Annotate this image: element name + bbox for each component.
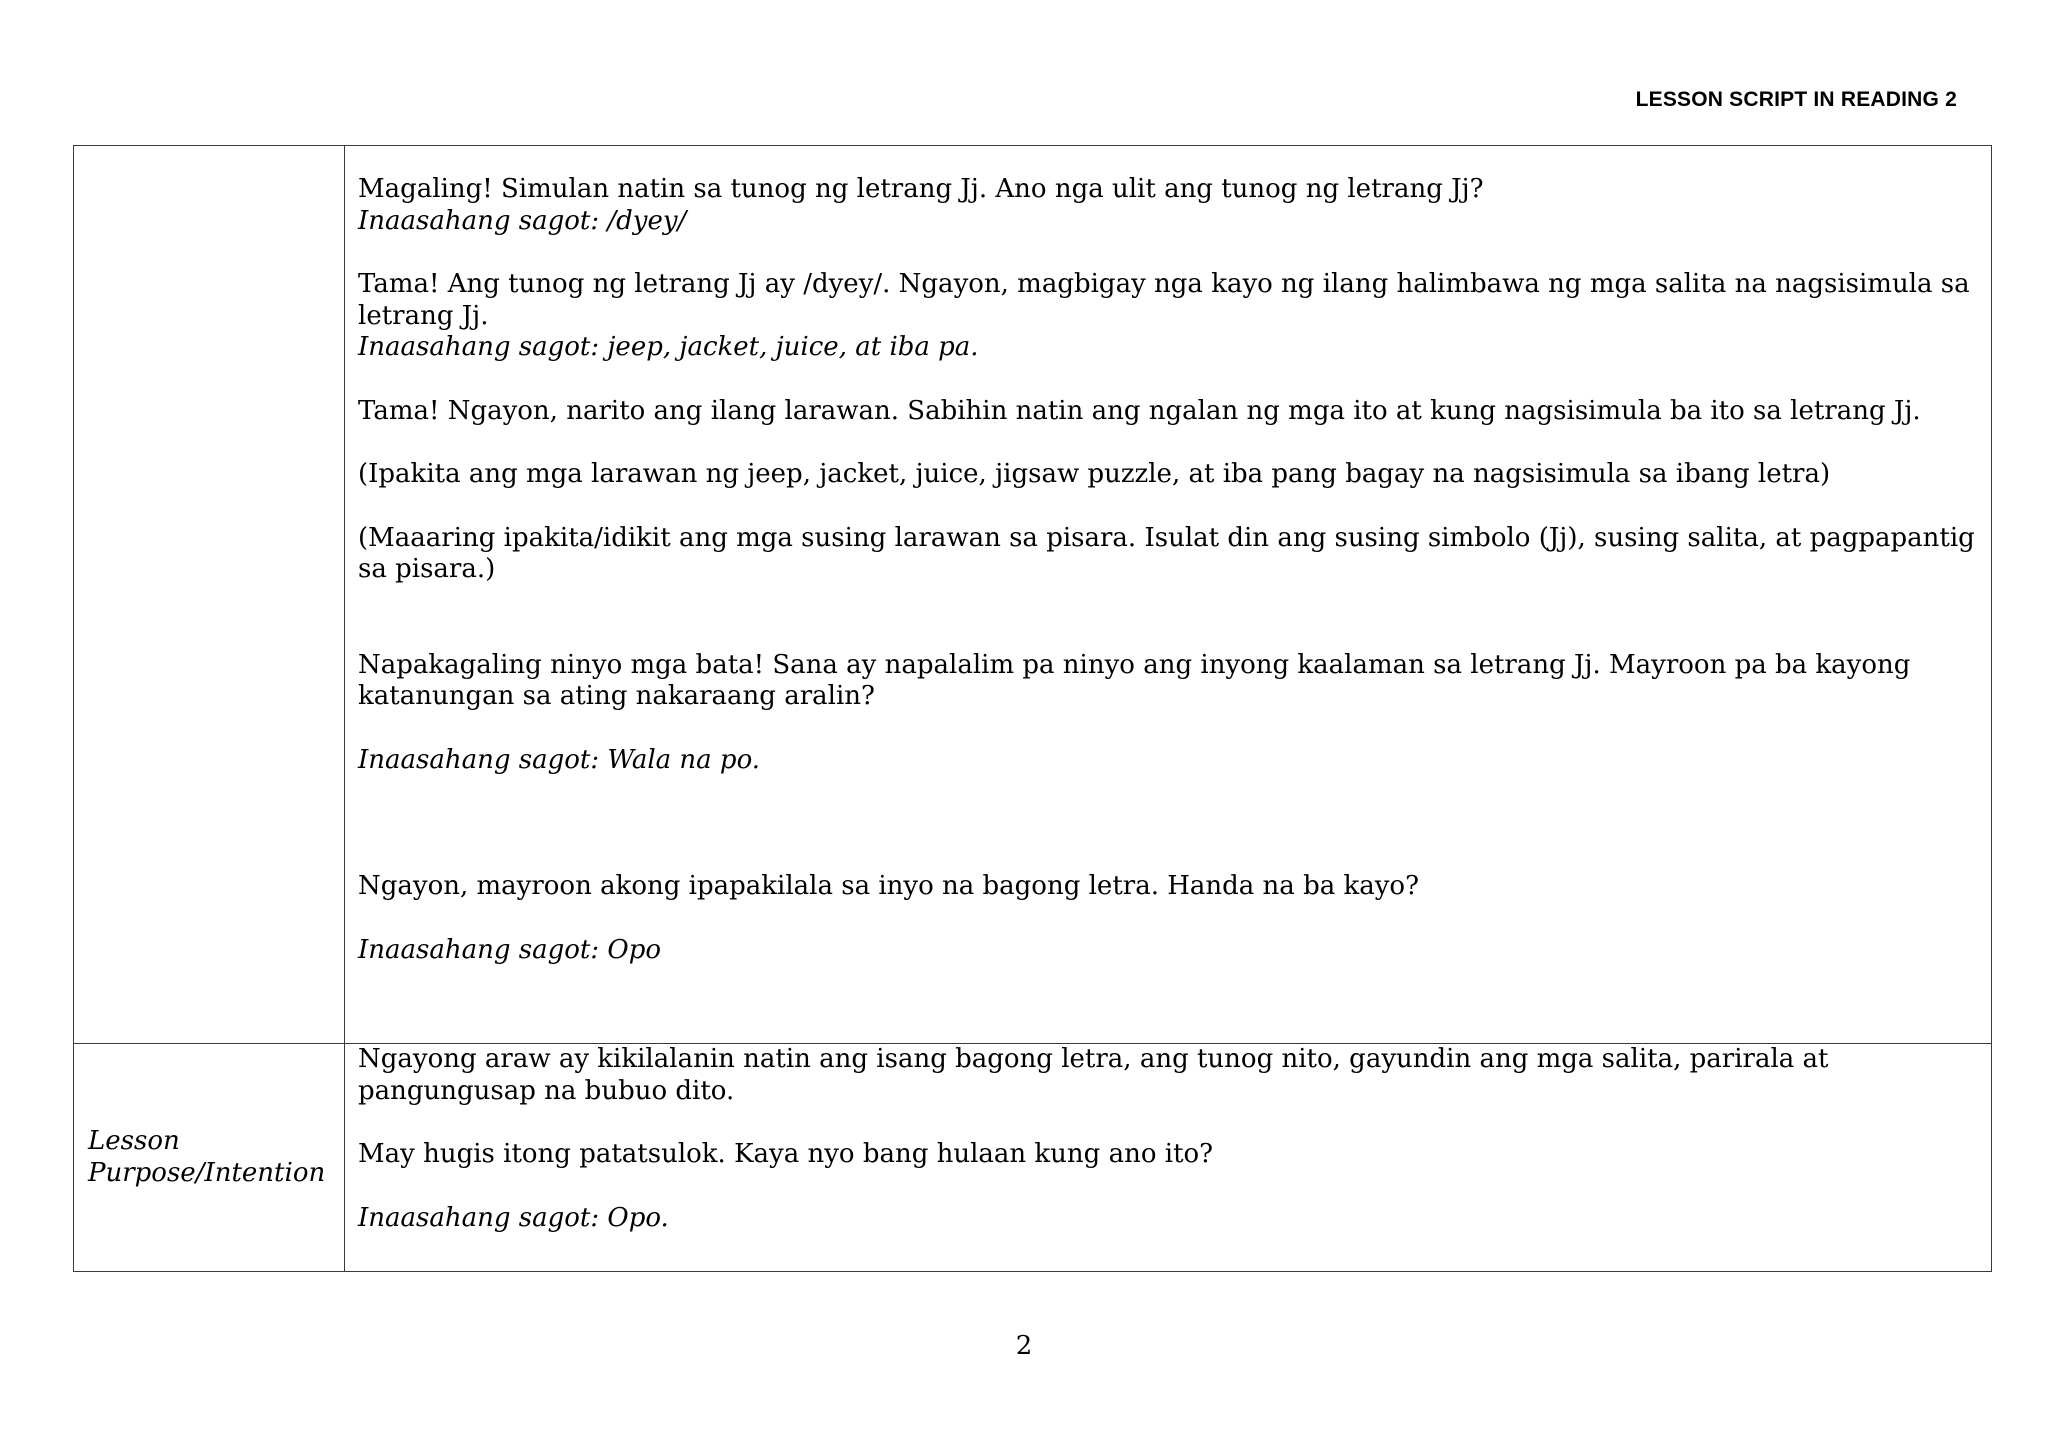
expected-answer: Inaasahang sagot: Wala na po. — [358, 744, 761, 775]
teacher-line: Ngayong araw ay kikilalanin natin ang isang bagong letra, ang tunog nito, gayundin ang mga salita, parirala at pangungusap na bubuo dito. — [358, 1044, 1829, 1106]
document-header-title: LESSON SCRIPT IN READING 2 — [1635, 88, 1957, 111]
teacher-line: Magaling! Simulan natin sa tunog ng letrang Jj. Ano nga ulit ang tunog ng letrang Jj? — [358, 174, 1484, 204]
expected-answer: Inaasahang sagot: /dyey/ — [358, 205, 687, 236]
teacher-instruction: (Maaaring ipakita/idikit ang mga susing larawan sa pisara. Isulat din ang susing simbolo (Jj), susing salita, at pagpapantig sa pisara.) — [358, 522, 1975, 584]
table-row — [74, 1044, 1992, 1272]
expected-answer: Inaasahang sagot: jeep, jacket, juice, at iba pa. — [358, 332, 979, 362]
row-content-cell — [345, 1044, 1992, 1272]
teacher-instruction: (Ipakita ang mga larawan ng jeep, jacket, juice, jigsaw puzzle, at iba pang bagay na nagsisimula sa ibang letra) — [358, 459, 1831, 489]
teacher-line: Tama! Ang tunog ng letrang Jj ay /dyey/. Ngayon, magbigay nga kayo ng ilang halimbawa ng mga salita na nagsisimula sa letrang Jj. — [358, 269, 1970, 331]
row-label-cell — [74, 146, 345, 1044]
table-row — [74, 146, 1992, 1044]
row-label-lesson-purpose: Lesson Purpose/Intention — [88, 1126, 326, 1188]
teacher-line: Ngayon, mayroon akong ipapakilala sa inyo na bagong letra. Handa na ba kayo? — [358, 871, 1420, 901]
row-content-cell — [345, 146, 1992, 1044]
expected-answer: Inaasahang sagot: Opo — [358, 934, 661, 965]
page-number: 2 — [1015, 1331, 1033, 1361]
expected-answer: Inaasahang sagot: Opo. — [358, 1202, 669, 1233]
teacher-line: May hugis itong patatsulok. Kaya nyo bang hulaan kung ano ito? — [358, 1139, 1214, 1169]
teacher-line: Tama! Ngayon, narito ang ilang larawan. Sabihin natin ang ngalan ng mga ito at kung nagsisimula ba ito sa letrang Jj. — [358, 395, 1921, 426]
row-label-cell — [74, 1044, 345, 1272]
lesson-script-table — [73, 145, 1992, 1272]
teacher-line: Napakagaling ninyo mga bata! Sana ay napalalim pa ninyo ang inyong kaalaman sa letrang Jj. Mayroon pa ba kayong katanungan sa ating nakaraang aralin? — [358, 649, 1911, 711]
